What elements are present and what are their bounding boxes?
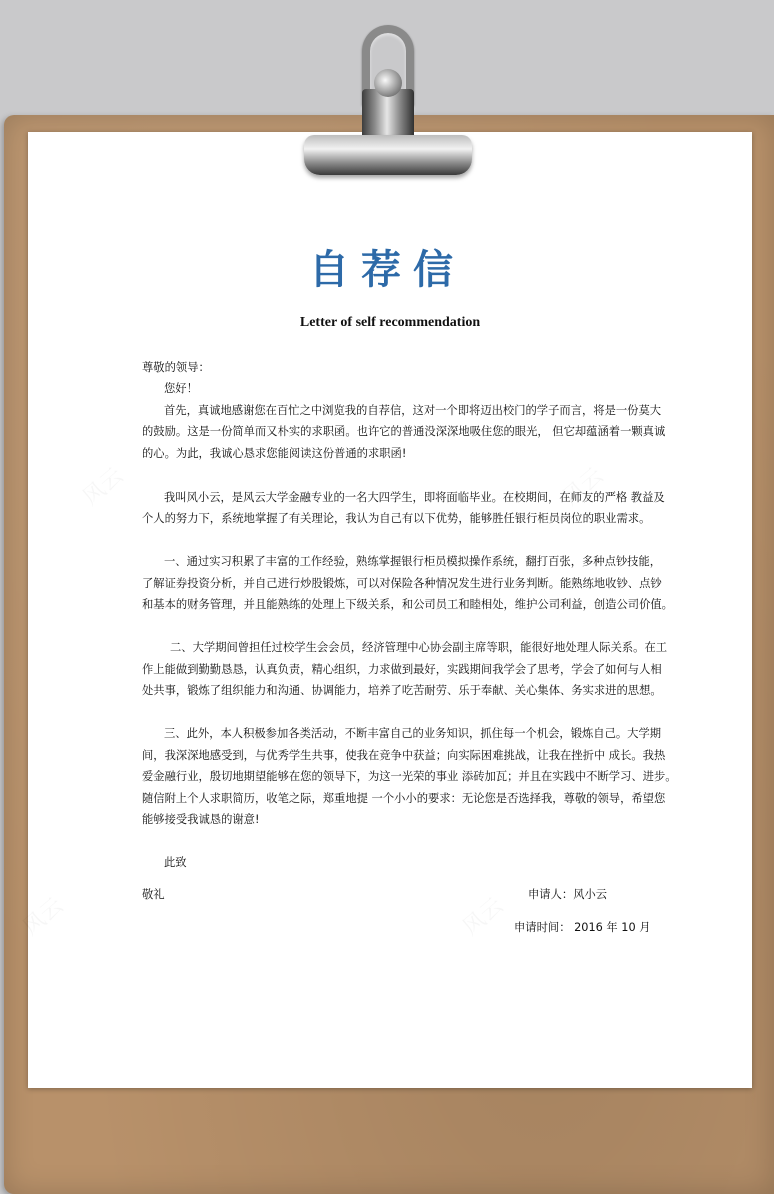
paragraph-line: 爱金融行业，殷切地期望能够在您的领导下，为这一光荣的事业 添砖加瓦；并且在实践中不断学习、进步。 (142, 770, 677, 783)
letter-title: 自荐信 (309, 246, 465, 293)
paragraph-line: 处共事，锻炼了组织能力和沟通、协调能力，培养了吃苦耐劳、乐于奉献、关心集体、务实求进的思想。 (142, 684, 662, 697)
letter-subtitle: Letter of self recommendation (299, 315, 481, 330)
binder-clip-icon (292, 25, 482, 177)
greeting: 您好！ (164, 382, 198, 395)
paragraph-line: 随信附上个人求职简历，收笔之际，郑重地提 一个小小的要求：无论您是否选择我，尊敬的领导，希望您 (142, 792, 666, 805)
paragraph-line: 三、此外，本人积极参加各类活动，不断丰富自己的业务知识，抓住每一个机会，锻炼自己。大学期 (164, 727, 662, 740)
application-date: 申请时间： 2016 年 10 月 (514, 921, 651, 934)
paragraph-line: 我叫风小云，是风云大学金融专业的一名大四学生，即将面临毕业。在校期间，在师友的严格 教益及 (164, 491, 665, 504)
paragraph-line: 首先，真诚地感谢您在百忙之中浏览我的自荐信，这对一个即将迈出校门的学子而言，将是一份莫大 (164, 404, 662, 417)
paragraph-line: 一、通过实习积累了丰富的工作经验，熟练掌握银行柜员模拟操作系统，翻打百张，多种点钞技能， (164, 555, 662, 568)
paragraph-line: 和基本的财务管理，并且能熟练的处理上下级关系，和公司员工和睦相处，维护公司利益，创造公司价值。 (142, 598, 673, 611)
paragraph-line: 的鼓励。这是一份简单而又朴实的求职函。也许它的普通没深深地吸住您的眼光， 但它却蕴涵着一颗真诚 (142, 425, 666, 438)
paragraph-line: 的心。为此，我诚心恳求您能阅读这份普通的求职函! (142, 447, 407, 460)
paragraph-line: 作上能做到勤勤恳恳，认真负责，精心组织，力求做到最好，实践期间我学会了思考，学会了如何与人相 (142, 663, 662, 676)
regards: 敬礼 (142, 888, 165, 901)
paragraph-line: 了解证券投资分析，并自己进行炒股锻炼，可以对保险各种情况发生进行业务判断。能熟练地收钞、点钞 (142, 577, 662, 590)
closing: 此致 (164, 856, 187, 869)
paragraph-line: 二、大学期间曾担任过校学生会会员，经济管理中心协会副主席等职，能很好地处理人际关系。在工 (170, 641, 668, 654)
paragraph-line: 能够接受我诚恳的谢意! (142, 813, 260, 826)
paragraph-line: 个人的努力下，系统地掌握了有关理论，我认为自己有以下优势，能够胜任银行柜员岗位的职业需求。 (142, 512, 651, 525)
salutation: 尊敬的领导： (142, 361, 210, 374)
applicant: 申请人：风小云 (528, 888, 608, 901)
paragraph-line: 间，我深深地感受到，与优秀学生共事，使我在竞争中获益；向实际困难挑战，让我在挫折中 成长。我热 (142, 749, 666, 762)
